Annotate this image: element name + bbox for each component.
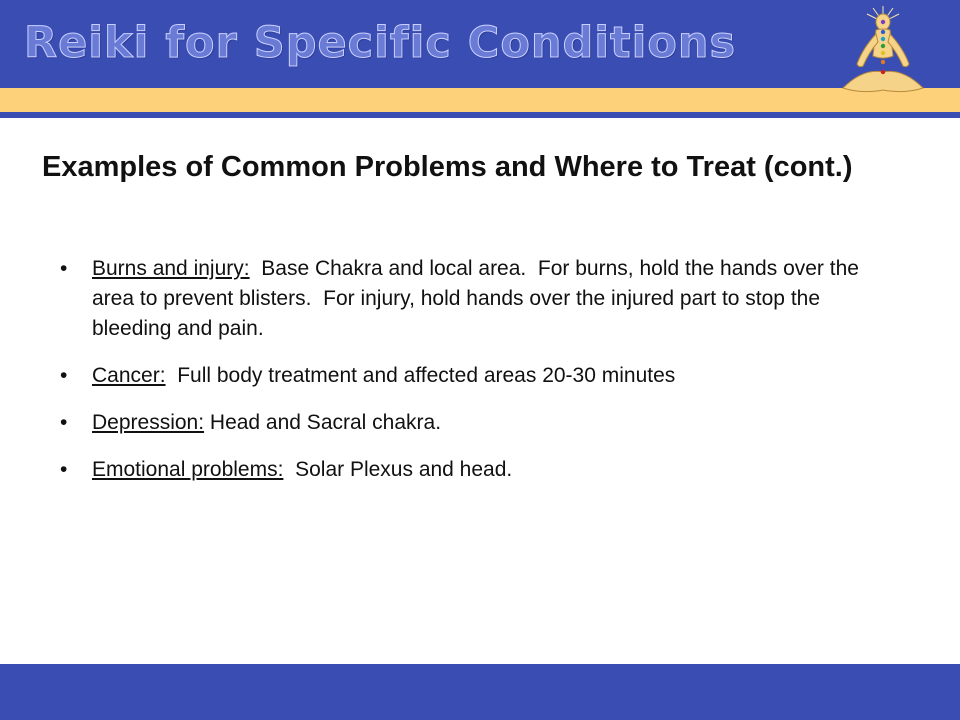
bullet-dot: • (60, 458, 68, 481)
bullet-dot: • (60, 411, 68, 434)
section-subtitle: Examples of Common Problems and Where to Treat (cont.) (42, 151, 853, 183)
header-divider (0, 112, 960, 118)
footer-band (0, 664, 960, 720)
slide-title: Reiki for Specific Conditions (24, 18, 737, 68)
meditating-figure-chakra-icon (832, 2, 934, 112)
treatment-text: Base Chakra and local area. For burns, hold the hands over the area to prevent blisters. For injury, hold hands over the injured part to stop the bleeding and pain. (92, 257, 865, 340)
condition-term: Emotional problems: (92, 458, 284, 481)
treatment-text: Full body treatment and affected areas 20-30 minutes (165, 364, 676, 387)
gold-stripe (0, 88, 960, 112)
condition-term: Burns and injury: (92, 257, 250, 280)
treatment-text: Head and Sacral chakra. (204, 411, 442, 434)
condition-term: Depression: (92, 411, 205, 434)
bullet-item-depression (60, 408, 860, 438)
bullet-dot: • (60, 364, 68, 387)
condition-term: Cancer: (92, 364, 166, 387)
bullet-dot: • (60, 257, 68, 280)
bullet-item-cancer (60, 361, 860, 391)
treatment-text: Solar Plexus and head. (283, 458, 513, 481)
bullet-item-emotional (60, 455, 860, 485)
bullet-list (60, 254, 865, 502)
bullet-item-burns (60, 254, 865, 344)
